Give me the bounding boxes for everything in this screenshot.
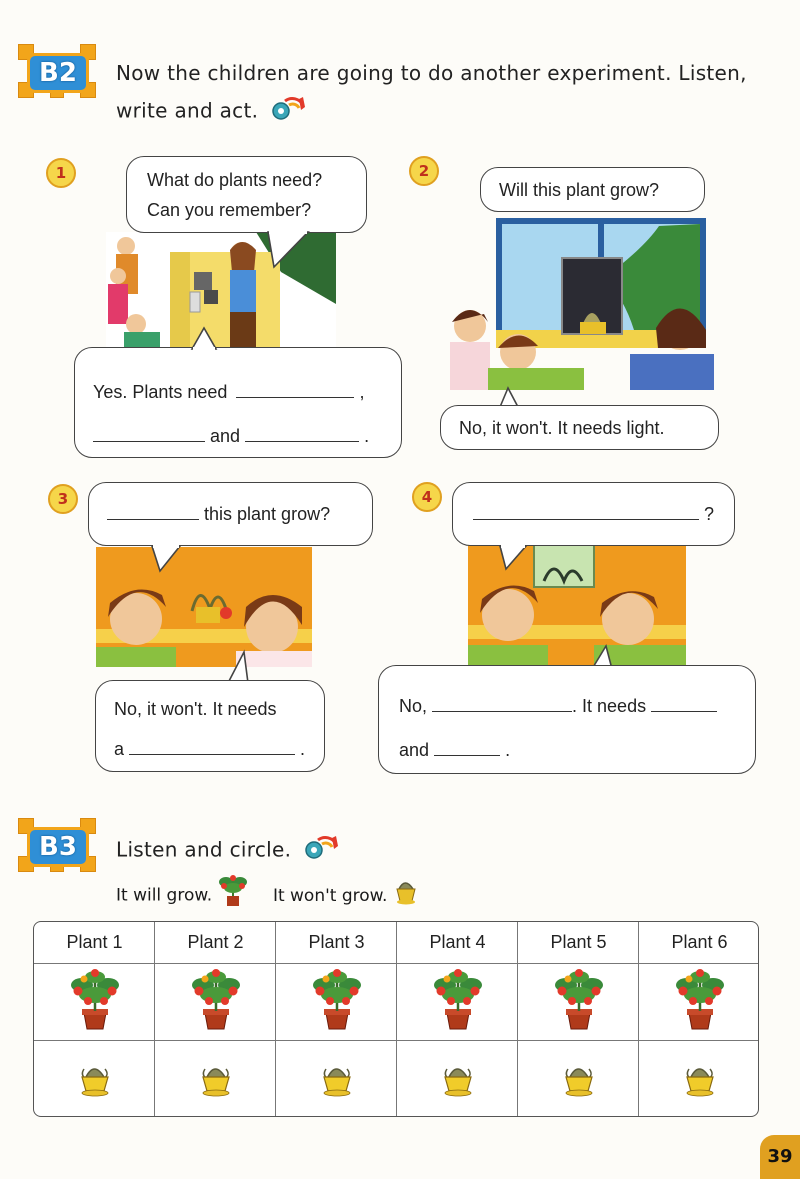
page-number: 39: [760, 1135, 800, 1179]
wilted-plant-icon[interactable]: [198, 1061, 234, 1097]
b2-badge: [18, 44, 94, 96]
panel-4-blank-4[interactable]: [434, 735, 500, 756]
panel-2-answer: No, it won't. It needs light.: [459, 418, 665, 438]
b3-instruction-row: [116, 830, 340, 872]
b3-instruction: Listen and circle.: [116, 837, 292, 862]
panel-3-illustration: [96, 547, 312, 667]
panel-2-illustration: [444, 218, 714, 390]
panel-2-answer-bubble: [440, 405, 719, 450]
panel-3-question-bubble[interactable]: [88, 482, 373, 546]
column-header-plant-1: Plant 1: [66, 932, 123, 952]
table-divider: [396, 922, 397, 1116]
column-header-plant-6: Plant 6: [671, 932, 728, 952]
b3-plant-table: [33, 921, 759, 1117]
panel-4-number: 4: [412, 482, 442, 512]
tomato-plant-icon[interactable]: [554, 967, 604, 1033]
wilted-plant-icon[interactable]: [319, 1061, 355, 1097]
panel-4-blank-3[interactable]: [651, 691, 717, 712]
tomato-plant-icon[interactable]: [70, 967, 120, 1033]
panel-1-answer-tail: [190, 328, 220, 350]
panel-3-number: 3: [48, 484, 78, 514]
tomato-plant-icon[interactable]: [191, 967, 241, 1033]
panel-3-answer-row2: [114, 729, 324, 769]
panel-3-answer-line1: No, it won't. It needs: [114, 699, 277, 719]
wilted-plant-icon[interactable]: [440, 1061, 476, 1097]
panel-3-question-row: [107, 499, 372, 529]
panel-4-question-bubble[interactable]: [452, 482, 735, 546]
column-header-plant-5: Plant 5: [550, 932, 607, 952]
panel-4-answer-needs: . It needs: [572, 696, 647, 716]
panel-1-answer-row2: [93, 414, 401, 458]
panel-3-answer-a: a: [114, 739, 125, 759]
panel-2-number: 2: [409, 156, 439, 186]
table-divider: [34, 963, 758, 964]
wilted-plant-icon[interactable]: [561, 1061, 597, 1097]
legend-grow-text: It will grow.: [116, 885, 213, 906]
table-divider: [154, 922, 155, 1116]
table-divider: [34, 1040, 758, 1041]
b2-instruction: [116, 91, 307, 133]
panel-1-answer-row1: [93, 370, 401, 414]
panel-3-answer-end: .: [300, 739, 306, 759]
panel-4-answer-row1: [399, 684, 755, 728]
tomato-plant-icon[interactable]: [312, 967, 362, 1033]
column-header-plant-4: Plant 4: [429, 932, 486, 952]
legend-no-grow-text: It won't grow.: [272, 885, 388, 906]
tomato-plant-icon: [218, 872, 252, 919]
panel-4-answer-row2: [399, 728, 755, 772]
panel-4-blank-2[interactable]: [432, 691, 572, 712]
panel-1-answer-end: .: [364, 426, 370, 446]
table-divider: [517, 922, 518, 1116]
panel-1-answer-text1: Yes. Plants need: [93, 382, 228, 402]
panel-1-blank-1[interactable]: [236, 377, 354, 398]
panel-1-answer-comma: ,: [359, 382, 365, 402]
panel-4-blank-1[interactable]: [473, 499, 699, 520]
tomato-plant-icon[interactable]: [433, 967, 483, 1033]
audio-icon[interactable]: [304, 830, 340, 872]
audio-icon[interactable]: [271, 91, 307, 133]
wilted-plant-icon[interactable]: [77, 1061, 113, 1097]
tomato-plant-icon[interactable]: [675, 967, 725, 1033]
wilted-plant-icon: [393, 875, 423, 916]
panel-2-question-bubble: [480, 167, 705, 212]
b3-legend: [116, 872, 423, 919]
panel-4-answer-end: .: [505, 740, 511, 760]
panel-3-blank-2[interactable]: [129, 734, 295, 755]
panel-1-question-bubble: [126, 156, 367, 233]
table-divider: [275, 922, 276, 1116]
b2-instruction-line2: write and act.: [116, 98, 259, 123]
panel-2-question: Will this plant grow?: [499, 180, 660, 200]
column-header-plant-2: Plant 2: [187, 932, 244, 952]
panel-1-answer-and: and: [210, 426, 241, 446]
wilted-plant-icon[interactable]: [682, 1061, 718, 1097]
panel-3-question-suffix: this plant grow?: [204, 504, 331, 524]
b2-badge-label: B2: [27, 53, 89, 93]
column-header-plant-3: Plant 3: [308, 932, 365, 952]
panel-1-blank-2[interactable]: [93, 421, 205, 442]
panel-4-answer-no: No,: [399, 696, 428, 716]
b2-instruction-line1: Now the children are going to do another experiment. Listen,: [116, 61, 747, 85]
panel-1-number: 1: [46, 158, 76, 188]
panel-4-answer-bubble[interactable]: [378, 665, 756, 774]
panel-1-blank-3[interactable]: [245, 421, 359, 442]
panel-4-answer-and: and: [399, 740, 430, 760]
b3-badge: [18, 818, 94, 870]
panel-4-question-row: [473, 499, 734, 529]
panel-4-question-tail: [498, 545, 532, 571]
panel-3-blank-1[interactable]: [107, 499, 199, 520]
panel-4-question-end: ?: [704, 504, 715, 524]
b3-badge-label: B3: [27, 827, 89, 867]
panel-1-question-line1: What do plants need?: [147, 170, 323, 190]
panel-3-answer-bubble[interactable]: [95, 680, 325, 772]
panel-1-question-line2: Can you remember?: [147, 200, 312, 220]
table-divider: [638, 922, 639, 1116]
panel-1-answer-bubble[interactable]: [74, 347, 402, 458]
panel-3-question-tail: [150, 545, 186, 573]
panel-1-question-tail: [268, 231, 318, 271]
